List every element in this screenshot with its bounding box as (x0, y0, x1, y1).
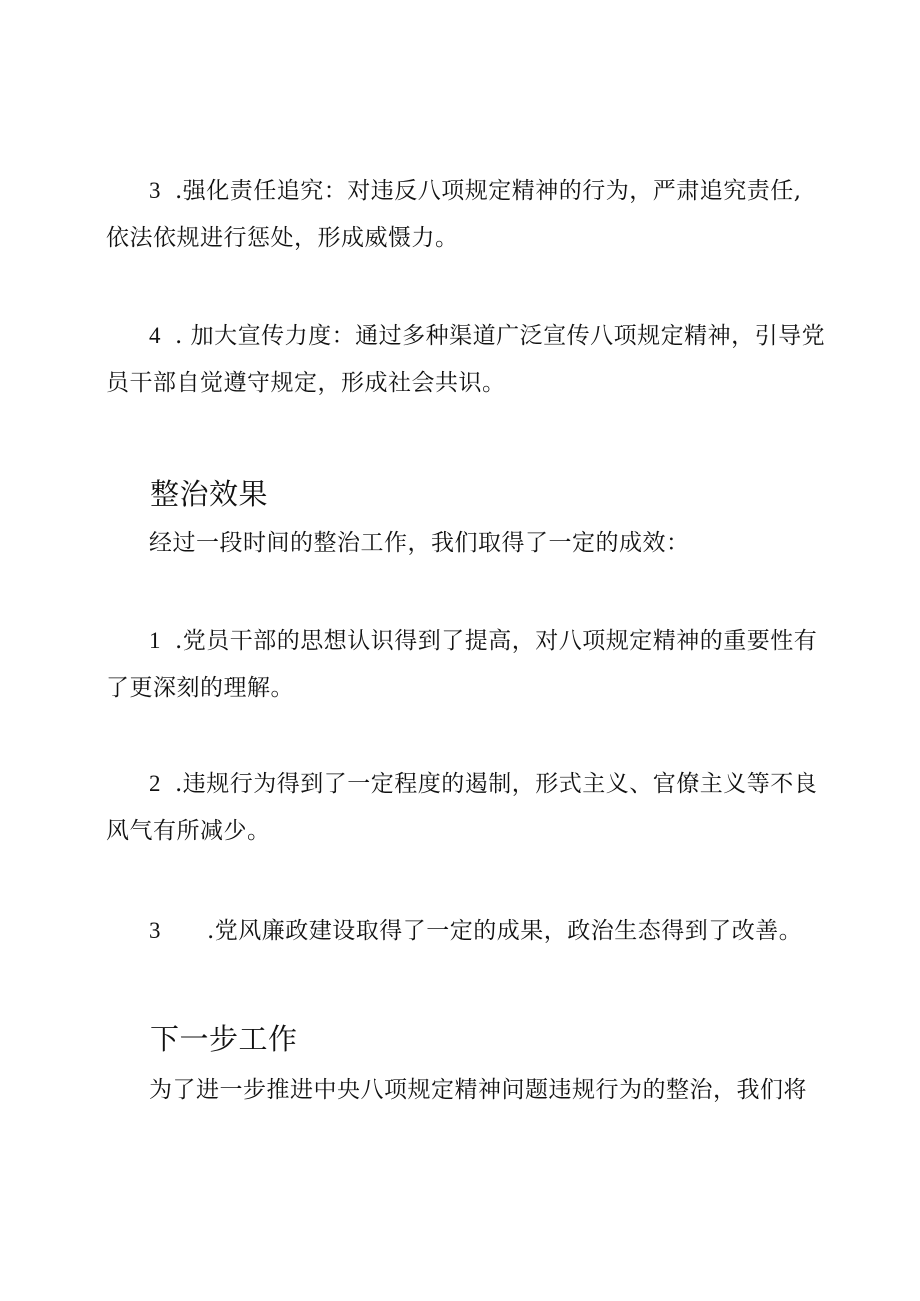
item-number: 1 (149, 628, 161, 653)
result-item-1 (106, 617, 818, 712)
item-text: .强化责任追究：对违反八项规定精神的行为，严肃追究责任, (175, 178, 802, 204)
next-steps-intro (106, 1067, 818, 1114)
item-number: 4 (149, 323, 161, 348)
measure-item-3-line-2: 依法依规进行惩处，形成威慑力。 (106, 225, 459, 251)
measure-item-4-line-2: 员干部自觉遵守规定，形成社会共识。 (106, 370, 506, 396)
next-steps-intro-text: 为了进一步推进中央八项规定精神问题违规行为的整治，我们将 (149, 1077, 807, 1103)
section-heading-results: 整治效果 (150, 477, 269, 511)
item-number: 3 (149, 178, 161, 203)
result-item-2-line-1 (106, 760, 818, 808)
results-intro-text: 经过一段时间的整治工作，我们取得了一定的成效： (149, 530, 690, 556)
result-item-1-line-2: 了更深刻的理解。 (106, 675, 294, 701)
section-heading-next-steps: 下一步工作 (150, 1022, 298, 1056)
measure-item-3-line-1 (106, 167, 818, 215)
result-item-1-line-1 (106, 617, 818, 665)
measure-item-3 (106, 167, 818, 262)
result-item-3 (106, 907, 818, 955)
item-number: 2 (149, 771, 161, 796)
result-item-2-line-2: 风气有所减少。 (106, 818, 271, 844)
results-intro (106, 520, 818, 567)
measure-item-4 (106, 312, 826, 407)
item-text: .党员干部的思想认识得到了提高，对八项规定精神的重要性有 (175, 628, 818, 654)
result-item-3-line-1 (106, 907, 818, 955)
item-text: . 加大宣传力度：通过多种渠道广泛宣传八项规定精神，引导党 (175, 323, 826, 349)
result-item-2 (106, 760, 818, 855)
item-number: 3 (149, 918, 161, 943)
item-text: .党风廉政建设取得了一定的成果，政治生态得到了改善。 (207, 918, 803, 944)
item-text: .违规行为得到了一定程度的遏制，形式主义、官僚主义等不良 (175, 771, 818, 797)
measure-item-4-line-1 (106, 312, 826, 360)
